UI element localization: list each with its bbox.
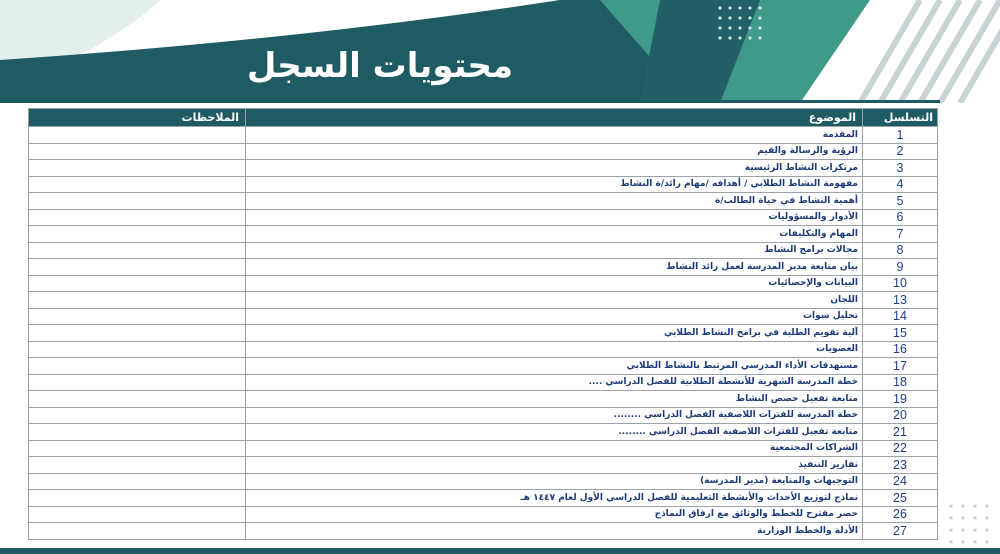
row-notes (29, 473, 246, 490)
row-topic: العضويات (246, 341, 863, 358)
row-sequence-number: 8 (863, 242, 938, 259)
row-sequence-number: 10 (863, 275, 938, 292)
table-row (29, 308, 938, 325)
decorative-dots (945, 500, 1000, 548)
row-sequence-number: 4 (863, 176, 938, 193)
page-title: محتويات السجل (246, 46, 514, 86)
row-sequence-number: 3 (863, 160, 938, 177)
header-topic: الموضوع (246, 109, 863, 127)
row-notes (29, 292, 246, 309)
row-sequence-number: 20 (863, 407, 938, 424)
row-topic: خطة المدرسة الشهرية للأنشطة الطلابية للفصل الدراسي .... (246, 374, 863, 391)
row-notes (29, 374, 246, 391)
row-topic: الرؤية والرسالة والقيم (246, 143, 863, 160)
row-notes (29, 275, 246, 292)
row-topic: الأدلة والخطط الوزارية (246, 523, 863, 540)
row-notes (29, 176, 246, 193)
table-row (29, 242, 938, 259)
row-sequence-number: 16 (863, 341, 938, 358)
table-row (29, 176, 938, 193)
table-row (29, 407, 938, 424)
row-notes (29, 341, 246, 358)
row-notes (29, 358, 246, 375)
table-row (29, 226, 938, 243)
header-banner (0, 0, 1000, 103)
row-sequence-number: 5 (863, 193, 938, 210)
row-notes (29, 325, 246, 342)
row-notes (29, 407, 246, 424)
row-sequence-number: 19 (863, 391, 938, 408)
table-row (29, 259, 938, 276)
row-topic: البيانات والإحصائيات (246, 275, 863, 292)
row-topic: مرتكزات النشاط الرئيسية (246, 160, 863, 177)
table-row (29, 292, 938, 309)
table-row (29, 358, 938, 375)
row-sequence-number: 1 (863, 127, 938, 144)
row-topic: الأدوار والمسؤوليات (246, 209, 863, 226)
row-notes (29, 226, 246, 243)
row-notes (29, 259, 246, 276)
table-body (29, 127, 938, 540)
row-topic: حصر مقترح للخطط والوثائق مع ارفاق النماذج (246, 506, 863, 523)
row-topic: الشراكات المجتمعية (246, 440, 863, 457)
table-row (29, 457, 938, 474)
header-notes: الملاحظات (29, 109, 246, 127)
row-notes (29, 308, 246, 325)
row-notes (29, 193, 246, 210)
row-sequence-number: 25 (863, 490, 938, 507)
row-topic: بيان متابعة مدير المدرسة لعمل رائد النشاط (246, 259, 863, 276)
table-row (29, 391, 938, 408)
row-topic: مفهومة النشاط الطلابي / أهدافه /مهام رائد/ة النشاط (246, 176, 863, 193)
row-notes (29, 424, 246, 441)
row-topic: متابعة تفعيل للفترات اللاصفية الفصل الدراسي ........ (246, 424, 863, 441)
row-notes (29, 242, 246, 259)
row-sequence-number: 6 (863, 209, 938, 226)
table-row (29, 440, 938, 457)
table-row (29, 209, 938, 226)
row-sequence-number: 27 (863, 523, 938, 540)
footer-bar (0, 548, 1000, 554)
row-topic: متابعة تفعيل حصص النشاط (246, 391, 863, 408)
table-row (29, 275, 938, 292)
table-row (29, 506, 938, 523)
table-row (29, 424, 938, 441)
row-topic: أهمية النشاط في حياة الطالب/ة (246, 193, 863, 210)
row-notes (29, 391, 246, 408)
row-notes (29, 127, 246, 144)
row-topic: مستهدفات الأداء المدرسي المرتبط بالنشاط الطلابي (246, 358, 863, 375)
table-row (29, 127, 938, 144)
table-row (29, 473, 938, 490)
row-topic: اللجان (246, 292, 863, 309)
row-sequence-number: 15 (863, 325, 938, 342)
row-topic: خطة المدرسة للفترات اللاصفية الفصل الدراسي ........ (246, 407, 863, 424)
row-topic: آلية تقويم الطلبة في برامج النشاط الطلابي (246, 325, 863, 342)
row-sequence-number: 26 (863, 506, 938, 523)
table-row (29, 523, 938, 540)
table-row (29, 160, 938, 177)
row-sequence-number: 13 (863, 292, 938, 309)
row-topic: نماذج لتوزيع الأحداث والأنشطة التعليمية للفصل الدراسي الأول لعام ١٤٤٧ هـ (246, 490, 863, 507)
row-notes (29, 160, 246, 177)
row-notes (29, 490, 246, 507)
table-row (29, 490, 938, 507)
row-sequence-number: 23 (863, 457, 938, 474)
row-topic: تحليل سوات (246, 308, 863, 325)
row-sequence-number: 18 (863, 374, 938, 391)
table-row (29, 193, 938, 210)
row-sequence-number: 21 (863, 424, 938, 441)
row-topic: التوجيهات والمتابعة (مدير المدرسة) (246, 473, 863, 490)
table-row (29, 374, 938, 391)
row-sequence-number: 17 (863, 358, 938, 375)
row-notes (29, 143, 246, 160)
row-topic: تقارير التنفيذ (246, 457, 863, 474)
table-row (29, 325, 938, 342)
row-notes (29, 440, 246, 457)
row-notes (29, 209, 246, 226)
row-sequence-number: 7 (863, 226, 938, 243)
contents-table (28, 108, 938, 540)
row-sequence-number: 2 (863, 143, 938, 160)
row-sequence-number: 24 (863, 473, 938, 490)
row-notes (29, 457, 246, 474)
row-sequence-number: 14 (863, 308, 938, 325)
row-topic: مجالات برامج النشاط (246, 242, 863, 259)
table-row (29, 341, 938, 358)
row-notes (29, 523, 246, 540)
row-topic: المقدمة (246, 127, 863, 144)
table-header-row (29, 109, 938, 127)
header-sequence: التسلسل (863, 109, 938, 127)
row-notes (29, 506, 246, 523)
table-row (29, 143, 938, 160)
row-topic: المهام والتكليفات (246, 226, 863, 243)
row-sequence-number: 22 (863, 440, 938, 457)
row-sequence-number: 9 (863, 259, 938, 276)
